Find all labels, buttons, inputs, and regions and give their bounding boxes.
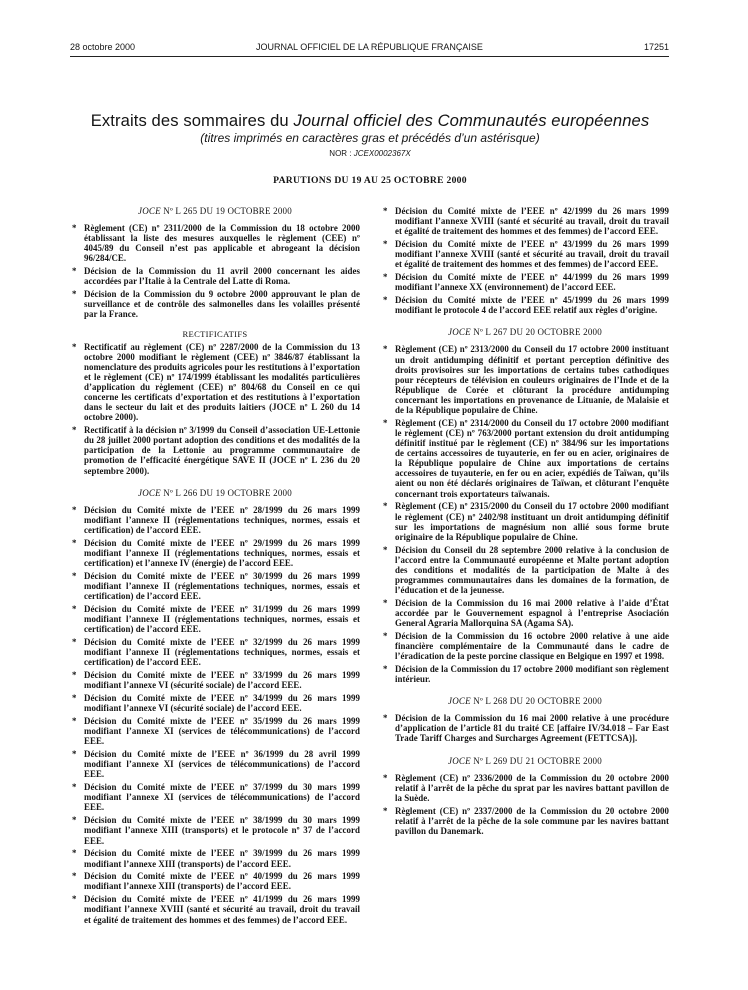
title-prefix: Extraits des sommaires du bbox=[90, 111, 294, 130]
joce-label: JOCE bbox=[448, 327, 471, 338]
asterisk-marker: * bbox=[383, 630, 388, 641]
entry bbox=[70, 815, 360, 845]
entry-text: Décision du Comité mixte de l’EEE nº 41/1999 du 26 mars 1999 modifiant l’annexe XVIII (santé et sécurité au travail, droit du travail et égalité de traitement des hommes et des femmes) de l’accord EEE. bbox=[84, 894, 360, 925]
asterisk-marker: * bbox=[383, 239, 388, 250]
entry bbox=[70, 848, 360, 868]
asterisk-marker: * bbox=[72, 749, 77, 760]
entry bbox=[381, 295, 669, 315]
asterisk-marker: * bbox=[72, 894, 77, 905]
title-italic: Journal officiel des Communautés européennes bbox=[293, 111, 650, 130]
entry bbox=[381, 501, 669, 541]
entry bbox=[70, 289, 360, 319]
section-heading bbox=[381, 696, 669, 706]
entry bbox=[70, 266, 360, 286]
section-ref: Nº L 266 DU 19 OCTOBRE 2000 bbox=[160, 487, 292, 498]
entry bbox=[70, 894, 360, 924]
entry-text: Décision du Comité mixte de l’EEE nº 40/1999 du 26 mars 1999 modifiant l’annexe XIII (transports) de l’accord EEE. bbox=[84, 871, 360, 892]
asterisk-marker: * bbox=[72, 537, 77, 548]
entry-text: Règlement (CE) nº 2313/2000 du Conseil du 17 octobre 2000 instituant un droit antidumping définitif et portant perception définitive des droits provisoires sur les importations de certains tubes cathodiques pour récepteurs de télévision en couleurs originaires de l’Inde et de la République de Corée et clôturant la procédure antidumping concernant les importations en provenance de Lituanie, de Malaisie et de la République populaire de Chine. bbox=[395, 344, 669, 415]
entry bbox=[381, 598, 669, 628]
entry-text: Règlement (CE) nº 2337/2000 de la Commission du 20 octobre 2000 relatif à l’arrêt de la pêche de la sole commune par les navires battant pavillon du Danemark. bbox=[395, 805, 669, 836]
running-header bbox=[70, 42, 669, 56]
asterisk-marker: * bbox=[383, 805, 388, 816]
parutions-heading: PARUTIONS DU 19 AU 25 OCTOBRE 2000 bbox=[273, 175, 467, 186]
entry-text: Décision du Comité mixte de l’EEE nº 33/1999 du 26 mars 1999 modifiant l’annexe VI (sécurité sociale) de l’accord EEE. bbox=[84, 670, 360, 691]
entry-text: Décision de la Commission du 16 mai 2000 relative à l’aide d’État accordée par le Gouvernement espagnol à l’entreprise Asociación General Agraria Mallorquina SA (Agama SA). bbox=[395, 597, 669, 629]
section-heading bbox=[381, 756, 669, 766]
entry bbox=[70, 538, 360, 568]
entry bbox=[70, 749, 360, 779]
entry-text: Décision du Comité mixte de l’EEE nº 42/1999 du 26 mars 1999 modifiant l’annexe XVIII (santé et sécurité au travail, droit du travail et égalité de traitement des hommes et des femmes) de l’accord EEE. bbox=[395, 206, 669, 237]
asterisk-marker: * bbox=[72, 603, 77, 614]
entry bbox=[381, 272, 669, 292]
entry-text: Décision de la Commission du 16 mai 2000 relative à une procédure d’application de l’article 81 du traité CE [affaire IV/34.018 – Far East Trade Tariff Charges and Surcharges Agreement (FETTCSA)]. bbox=[395, 713, 669, 744]
left-column bbox=[70, 206, 360, 927]
entry bbox=[381, 713, 669, 743]
asterisk-marker: * bbox=[72, 570, 77, 581]
asterisk-marker: * bbox=[72, 637, 77, 648]
entry-text: Rectificatif à la décision nº 3/1999 du Conseil d’association UE-Lettonie du 28 juillet 2000 portant adoption des conditions et des modalités de la participation de la Lettonie au programme communautaire de promotion de l’efficacité énergétique SAVE II (JOCE nº L 236 du 20 septembre 2000). bbox=[84, 425, 360, 476]
entry bbox=[70, 505, 360, 535]
entry-text: Décision du Comité mixte de l’EEE nº 36/1999 du 28 avril 1999 modifiant l’annexe XI (services de télécommunications) de l’accord EEE. bbox=[84, 749, 360, 780]
entry bbox=[381, 545, 669, 595]
asterisk-marker: * bbox=[383, 713, 388, 724]
entry-text: Règlement (CE) nº 2315/2000 du Conseil du 17 octobre 2000 modifiant le règlement (CE) nº 2402/98 instituant un droit antidumping définitif sur les importations de magnésium non allié sous forme brute originaire de la République populaire de Chine. bbox=[395, 501, 669, 542]
asterisk-marker: * bbox=[383, 544, 388, 555]
section-heading bbox=[381, 327, 669, 337]
entry bbox=[381, 631, 669, 661]
asterisk-marker: * bbox=[72, 504, 77, 515]
entry bbox=[381, 344, 669, 415]
joce-label: JOCE bbox=[138, 206, 161, 216]
entry bbox=[70, 871, 360, 891]
entry bbox=[70, 670, 360, 690]
entry bbox=[70, 425, 360, 475]
entry-text: Décision du Conseil du 28 septembre 2000 relative à la conclusion de l’accord entre la Communauté européenne et Malte portant adoption des conditions et modalités de la participation de Malte à des programmes communautaires dans les domaines de la formation, de l’éducation et de la jeunesse. bbox=[395, 544, 669, 595]
entry bbox=[70, 637, 360, 667]
asterisk-marker: * bbox=[72, 848, 77, 859]
asterisk-marker: * bbox=[383, 295, 388, 306]
asterisk-marker: * bbox=[72, 782, 77, 793]
entry-text: Décision de la Commission du 17 octobre 2000 modifiant son règlement intérieur. bbox=[395, 664, 669, 685]
section-ref: Nº L 265 DU 19 OCTOBRE 2000 bbox=[160, 206, 292, 216]
joce-label: JOCE bbox=[448, 696, 471, 707]
entry-text: Règlement (CE) nº 2311/2000 de la Commission du 18 octobre 2000 établissant la liste des mesures auxquelles le règlement (CEE) nº 4045/89 du Conseil n’est pas applicable et abrogeant la décision 96/284/CE. bbox=[84, 223, 360, 264]
asterisk-marker: * bbox=[72, 289, 77, 300]
header-page-number: 17251 bbox=[643, 42, 669, 52]
entry bbox=[381, 664, 669, 684]
asterisk-marker: * bbox=[72, 341, 77, 352]
asterisk-marker: * bbox=[383, 597, 388, 608]
entry-text: Règlement (CE) nº 2314/2000 du Conseil du 17 octobre 2000 modifiant le règlement (CE) nº 763/2000 portant extension du droit antidumping définitif institué par le règlement (CE) nº 384/96 sur les importations de certains accessoires de tuyauterie, en fer ou en acier, originaires de la République populaire de Chine aux importations de certains accessoires de tuyauterie, en fer ou en acier, expédiés de Taïwan, qu’ils aient ou non été déclarés originaires de Taïwan, et clôturant l’enquête concernant trois exportateurs taïwanais. bbox=[395, 417, 669, 499]
section-ref: Nº L 267 DU 20 OCTOBRE 2000 bbox=[470, 327, 602, 338]
entry-text: Règlement (CE) nº 2336/2000 de la Commission du 20 octobre 2000 relatif à l’arrêt de la pêche du sprat par les navires battant pavillon de la Suède. bbox=[395, 772, 669, 803]
entry bbox=[381, 418, 669, 499]
section-ref: Nº L 268 DU 20 OCTOBRE 2000 bbox=[470, 696, 602, 707]
entry bbox=[381, 773, 669, 803]
rectificatifs-heading: RECTIFICATIFS bbox=[182, 328, 248, 339]
section-heading bbox=[70, 206, 360, 216]
nor-reference bbox=[60, 149, 680, 158]
entry-text: Décision du Comité mixte de l’EEE nº 44/1999 du 26 mars 1999 modifiant l’annexe XX (environnement) de l’accord EEE. bbox=[395, 272, 669, 293]
asterisk-marker: * bbox=[72, 266, 77, 277]
header-journal-name: JOURNAL OFFICIEL DE LA RÉPUBLIQUE FRANÇAISE bbox=[256, 42, 483, 52]
entry-text: Décision du Comité mixte de l’EEE nº 34/1999 du 26 mars 1999 modifiant l’annexe VI (sécurité sociale) de l’accord EEE. bbox=[84, 693, 360, 714]
section-heading bbox=[70, 488, 360, 498]
entry-text: Décision du Comité mixte de l’EEE nº 28/1999 du 26 mars 1999 modifiant l’annexe II (réglementations techniques, normes, essais et certification) de l’accord EEE. bbox=[84, 504, 360, 535]
entry-text: Décision de la Commission du 11 avril 2000 concernant les aides accordées par l’Italie à la Centrale del Latte di Roma. bbox=[84, 266, 360, 287]
right-column bbox=[381, 206, 669, 839]
entry bbox=[70, 571, 360, 601]
entry bbox=[381, 806, 669, 836]
joce-label: JOCE bbox=[448, 755, 471, 766]
entry bbox=[381, 206, 669, 236]
entry-text: Décision de la Commission du 16 octobre 2000 relative à une aide financière complémentaire de la Communauté dans le cadre de l’éradication de la peste porcine classique en Belgique en 1997 et 1998. bbox=[395, 630, 669, 662]
asterisk-marker: * bbox=[383, 772, 388, 783]
entry-text: Décision du Comité mixte de l’EEE nº 35/1999 du 26 mars 1999 modifiant l’annexe XI (services de télécommunications) de l’accord EEE. bbox=[84, 716, 360, 747]
header-date: 28 octobre 2000 bbox=[70, 42, 136, 52]
nor-label: NOR : bbox=[329, 149, 354, 158]
asterisk-marker: * bbox=[383, 206, 388, 216]
entry bbox=[381, 239, 669, 269]
nor-code: JCEX0002367X bbox=[353, 149, 411, 158]
asterisk-marker: * bbox=[72, 871, 77, 882]
page-title bbox=[60, 111, 680, 131]
asterisk-marker: * bbox=[72, 815, 77, 826]
asterisk-marker: * bbox=[72, 670, 77, 681]
entry-text: Décision du Comité mixte de l’EEE nº 38/1999 du 30 mars 1999 modifiant l’annexe XIII (transports) et le protocole nº 37 de l’accord EEE. bbox=[84, 815, 360, 846]
section-ref: Nº L 269 DU 21 OCTOBRE 2000 bbox=[470, 755, 602, 766]
entry-text: Décision du Comité mixte de l’EEE nº 32/1999 du 26 mars 1999 modifiant l’annexe II (réglementations techniques, normes, essais et certification) de l’accord EEE. bbox=[84, 637, 360, 668]
asterisk-marker: * bbox=[383, 664, 388, 675]
entry bbox=[70, 716, 360, 746]
entry-text: Décision du Comité mixte de l’EEE nº 39/1999 du 26 mars 1999 modifiant l’annexe XIII (transports) de l’accord EEE. bbox=[84, 848, 360, 869]
entry-text: Rectificatif au règlement (CE) nº 2287/2000 de la Commission du 13 octobre 2000 modifiant le règlement (CEE) nº 3846/87 établissant la nomenclature des produits agricoles pour les restitutions à l’exportation et le règlement (CE) nº 174/1999 établissant les modalités particulières d’application du règlement (CEE) nº 804/68 du Conseil en ce qui concerne les certificats d’exportation et des restitutions à l’exportation dans le secteur du lait et des produits laitiers (JOCE nº L 260 du 14 octobre 2000). bbox=[84, 341, 360, 423]
asterisk-marker: * bbox=[72, 693, 77, 704]
entry-text: Décision du Comité mixte de l’EEE nº 30/1999 du 26 mars 1999 modifiant l’annexe II (réglementations techniques, normes, essais et certification) de l’accord EEE. bbox=[84, 570, 360, 602]
asterisk-marker: * bbox=[383, 344, 388, 355]
entry bbox=[70, 342, 360, 423]
header-rule bbox=[70, 56, 669, 57]
asterisk-marker: * bbox=[383, 501, 388, 512]
entry-text: Décision de la Commission du 9 octobre 2000 approuvant le plan de surveillance et de contrôle des salmonelles dans les volailles présenté par la France. bbox=[84, 289, 360, 320]
entry bbox=[70, 223, 360, 263]
entry-text: Décision du Comité mixte de l’EEE nº 43/1999 du 26 mars 1999 modifiant l’annexe XVIII (santé et sécurité au travail, droit du travail et égalité de traitement des hommes et des femmes) de l’accord EEE. bbox=[395, 239, 669, 270]
entry-text: Décision du Comité mixte de l’EEE nº 45/1999 du 26 mars 1999 modifiant le protocole 4 de l’accord EEE relatif aux règles d’origine. bbox=[395, 295, 669, 316]
entry bbox=[70, 782, 360, 812]
joce-label: JOCE bbox=[138, 487, 161, 498]
asterisk-marker: * bbox=[383, 417, 388, 428]
entry bbox=[70, 604, 360, 634]
entry-text: Décision du Comité mixte de l’EEE nº 31/1999 du 26 mars 1999 modifiant l’annexe II (réglementations techniques, normes, essais et certification) de l’accord EEE. bbox=[84, 603, 360, 635]
asterisk-marker: * bbox=[72, 223, 77, 234]
entry-text: Décision du Comité mixte de l’EEE nº 37/1999 du 30 mars 1999 modifiant l’annexe XI (services de télécommunications) de l’accord EEE. bbox=[84, 782, 360, 813]
asterisk-marker: * bbox=[72, 716, 77, 727]
asterisk-marker: * bbox=[383, 272, 388, 283]
entry-text: Décision du Comité mixte de l’EEE nº 29/1999 du 26 mars 1999 modifiant l’annexe II (réglementations techniques, normes, essais et certification) et l’annexe IV (énergie) de l’accord EEE. bbox=[84, 537, 360, 568]
page-subtitle: (titres imprimés en caractères gras et précédés d’un astérisque) bbox=[200, 131, 540, 145]
asterisk-marker: * bbox=[72, 425, 77, 436]
entry bbox=[70, 693, 360, 713]
